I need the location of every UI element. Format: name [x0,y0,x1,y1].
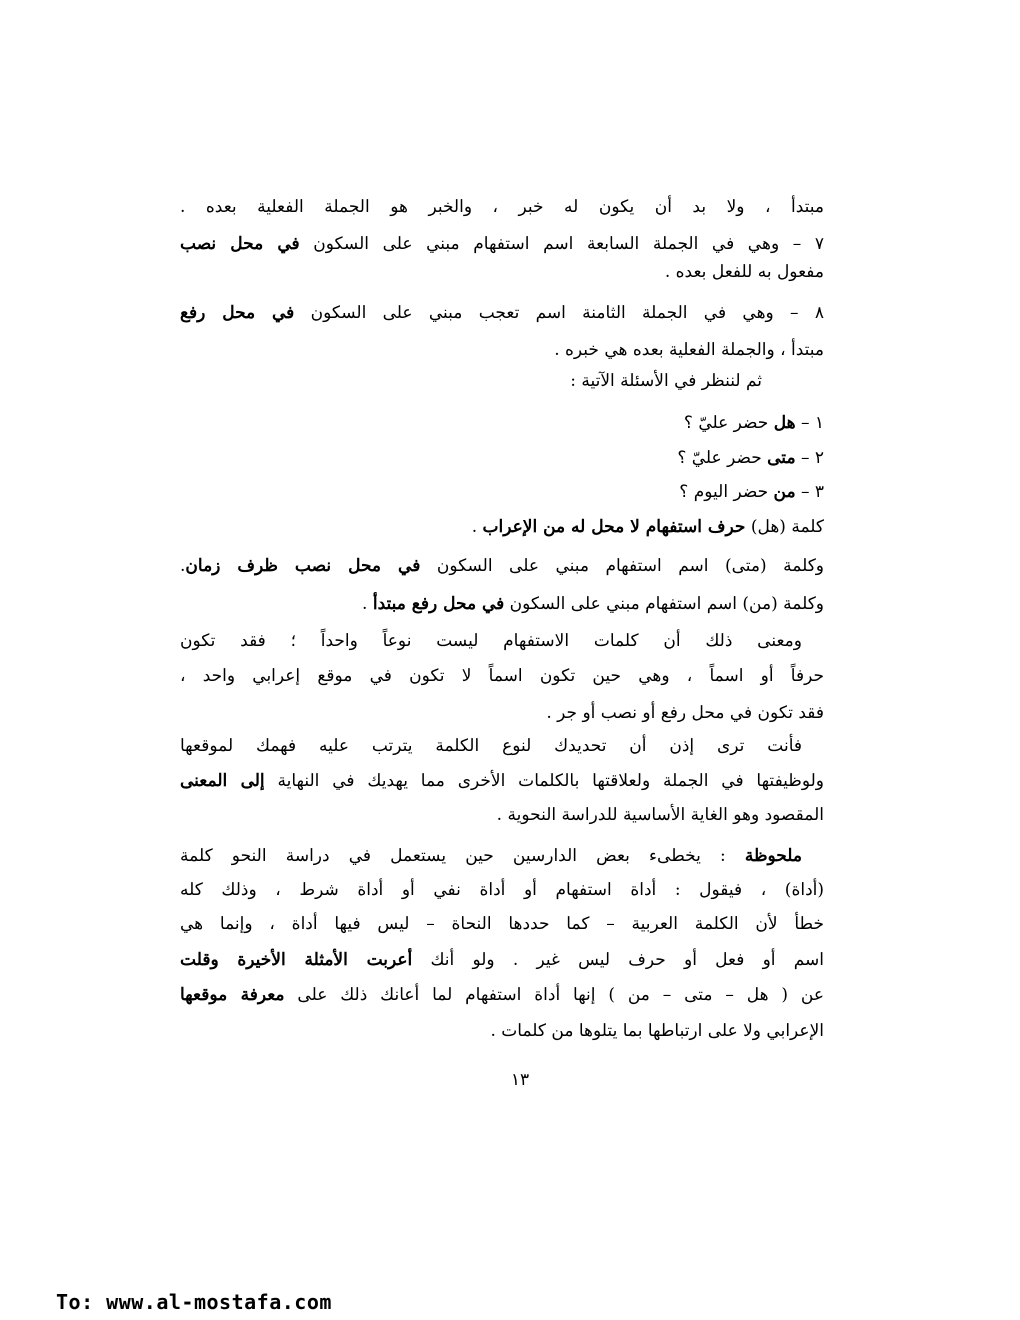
text-line [497,803,824,827]
line-text: كلمة (هل) [745,517,824,537]
text-line [180,948,824,972]
question-item [684,411,824,435]
line-text: ٨ – وهي في الجملة الثامنة اسم تعجب مبني على السكون [294,303,824,323]
list-number: ١ – [795,413,824,433]
text-line [546,701,824,725]
text-line [180,878,824,902]
bold-phrase: في محل رفع مبتدأ [372,594,505,614]
line-text: (أداة) ، فيقول : أداة استفهام أو أداة نفي أو أداة شرط ، وذلك كله [180,880,824,900]
bold-phrase: معرفة موقعها [180,985,285,1005]
text-line [180,195,824,219]
bold-phrase: إلى المعنى [180,771,265,791]
bold-word: متى [767,448,796,468]
line-text: فأنت ترى إذن أن تحديدك لنوع الكلمة يترتب عليه فهمك لموقعها [180,736,802,756]
text-line [472,515,824,539]
line-text: . [180,556,186,576]
bold-phrase: حرف استفهام لا محل له من الإعراب [482,517,746,537]
text-line [665,260,824,284]
line-text: المقصود وهو الغاية الأساسية للدراسة النحوية . [496,805,824,825]
line-text: ثم لننظر في الأسئلة الآتية : [570,371,762,391]
text-line [554,338,824,362]
text-line [180,301,824,325]
line-text: عن ( هل – متى – من ) إنها أداة استفهام لما أعانك ذلك على [284,985,825,1005]
text-line [180,664,824,688]
line-text: الإعرابي ولا على ارتباطها بما يتلوها من كلمات . [490,1021,824,1041]
text-line [180,554,824,578]
line-text: حرفاً أو اسماً ، وهي حين تكون اسماً لا تكون في موقع إعرابي واحد ، [180,666,824,686]
line-text: اسم أو فعل أو حرف ليس غير . ولو أنك [412,950,825,970]
text-line [570,369,762,393]
line-text: . [471,517,483,537]
line-text: : يخطىء بعض الدارسين حين يستعمل في دراسة النحو كلمة [180,846,745,866]
line-text: ولوظيفتها في الجملة ولعلاقتها بالكلمات الأخرى مما يهديك في النهاية [264,771,824,791]
text-line [362,592,824,616]
text-line [180,769,824,793]
text-line [180,232,824,256]
question-item [677,446,824,470]
line-text: وكلمة (متى) اسم استفهام مبني على السكون [420,556,824,576]
line-text: حضر عليّ ؟ [683,413,774,433]
line-text: ٧ – وهي في الجملة السابعة اسم استفهام مبني على السكون [299,234,824,254]
note-label: ملحوظة [744,846,802,866]
line-text: وكلمة (من) اسم استفهام مبني على السكون [504,594,824,614]
line-text: ومعنى ذلك أن كلمات الاستفهام ليست نوعاً واحداً ؛ فقد تكون [180,631,802,651]
line-text: مبتدأ ، ولا بد أن يكون له خبر ، والخبر هو الجملة الفعلية بعده . [180,197,824,217]
text-line [180,629,802,653]
line-text: حضر اليوم ؟ [679,482,774,502]
bold-phrase: في محل نصب ظرف زمان [185,556,421,576]
bold-phrase: أعربت الأمثلة الأخيرة وقلت [180,950,413,970]
bold-word: من [773,482,796,502]
line-text: فقد تكون في محل رفع أو نصب أو جر . [546,703,824,723]
note-line [180,844,802,868]
line-text: . [362,594,373,614]
bold-word: هل [773,413,796,433]
list-number: ٢ – [795,448,824,468]
text-line [180,912,824,936]
line-text: مفعول به للفعل بعده . [664,262,824,282]
bold-phrase: في محل نصب [180,234,300,254]
footer-source-link: To: www.al-mostafa.com [56,1290,332,1314]
line-text: مبتدأ ، والجملة الفعلية بعده هي خبره . [554,340,824,360]
question-item [679,480,824,504]
line-text: حضر عليّ ؟ [677,448,768,468]
text-line [180,734,802,758]
list-number: ٣ – [795,482,824,502]
page-number: ١٣ [510,1070,530,1090]
text-line [180,983,824,1007]
line-text: خطأ لأن الكلمة العربية – كما حددها النحاة – ليس فيها أداة ، وإنما هي [180,914,824,934]
bold-phrase: في محل رفع [180,303,295,323]
text-line [490,1019,824,1043]
